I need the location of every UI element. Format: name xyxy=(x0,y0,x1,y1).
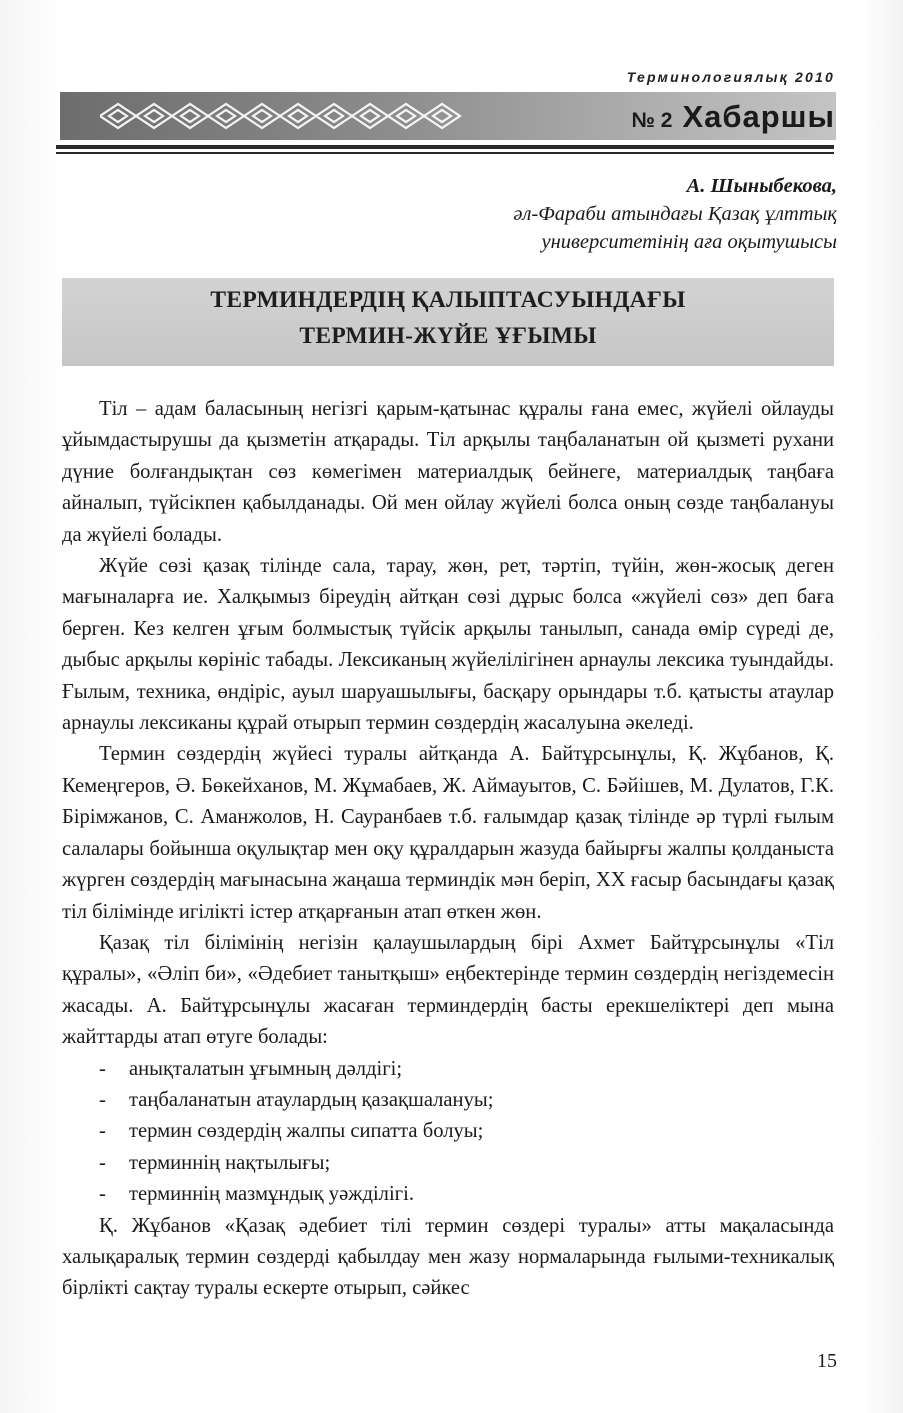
list-marker: - xyxy=(99,1120,106,1143)
journal-running-header: Терминологиялық 2010 xyxy=(626,69,835,85)
paragraph-1: Тіл – адам баласының негізгі қарым-қатынас құралы ғана емес, жүйелі ойлауды ұйымдастырушы да қызметін атқарады. Тіл арқылы таңбаланатын ой қызметі рухани дүние болғандықтан сөз көмегімен материалдық бейнеге, материалдық таңбаға айналып, түйсікпен қабылданады. Ой мен ойлау жүйелі болса оның сөзде таңбалануы да жүйелі болады. xyxy=(62,398,834,546)
article-body xyxy=(62,394,834,1305)
list-item: - терминнің нақтылығы; xyxy=(62,1148,834,1179)
list-marker: - xyxy=(99,1057,106,1080)
list-item: - термин сөздердің жалпы сипатта болуы; xyxy=(62,1116,834,1147)
list-item: - таңбаланатын атаулардың қазақшалануы; xyxy=(62,1085,834,1116)
page-number: 15 xyxy=(817,1350,837,1372)
paragraph-4: Қазақ тіл білімінің негізін қалаушылардың бірі Ахмет Байтұрсынұлы «Тіл құралы», «Әліп би», «Әдебиет танытқыш» еңбектерінде термин сөздердің негіздемесін жасады. А. Байтұрсынұлы жасаған терминдердің басты ерекшеліктері деп мына жайттарды атап өтуге болады: xyxy=(62,931,834,1049)
list-marker: - xyxy=(99,1151,106,1174)
journal-title xyxy=(632,95,836,139)
issue-number: № 2 xyxy=(631,109,673,132)
list-item: - терминнің мазмұндық уәждiлігі. xyxy=(62,1179,834,1210)
paragraph-2: Жүйе сөзі қазақ тілінде сала, тарау, жөн, рет, тәртіп, түйін, жөн-жосық деген мағыналарға ие. Халқымыз біреудің айтқан сөзі дұрыс болса «жүйелі сөз» деп баға берген. Кез келген ұғым болмыстық түйсік арқылы танылып, санада өмір сүреді де, дыбыс арқылы көрініс табады. Лексиканың жүйелілігінен арнаулы лексика туындайды. Ғылым, техника, өндіріс, ауыл шаруашылығы, басқару орындары т.б. қатысты атаулар арнаулы лексиканы құрай отырып термин сөздердің жасалуына әкеледі. xyxy=(62,555,834,735)
list-marker: - xyxy=(99,1088,106,1111)
feature-list xyxy=(62,1054,834,1211)
article-title-line2: ТЕРМИН-ЖҮЙЕ ҰҒЫМЫ xyxy=(299,323,597,349)
article-title-line1: ТЕРМИНДЕРДІҢ ҚАЛЫПТАСУЫНДАҒЫ xyxy=(210,287,686,313)
author-name: А. Шыныбекова, xyxy=(686,175,837,197)
header-rule-thin xyxy=(56,152,834,154)
list-item: - анықталатын ұғымның дәлдігі; xyxy=(62,1054,834,1085)
author-affiliation-line1: әл-Фараби атындағы Қазақ ұлттық xyxy=(513,203,837,225)
journal-name: Хабаршы xyxy=(682,99,835,134)
paragraph-5: Қ. Жұбанов «Қазақ әдебиет тілі термин сөздері туралы» атты мақаласында халықаралық термин сөздерді қабылдау мен жазу нормаларында ғылыми-техникалық бірлікті сақтау туралы ескерте отырып, сәйкес xyxy=(62,1214,834,1300)
author-block xyxy=(513,172,837,256)
paragraph-3: Термин сөздердің жүйесі туралы айтқанда А. Байтұрсынұлы, Қ. Жұбанов, Қ. Кемеңгеров, Ә. Бөкейханов, М. Жұмабаев, Ж. Аймауытов, С. Бәйішев, М. Дулатов, Г.К. Бірімжанов, С. Аманжолов, Н. Сауранбаев т.б. ғалымдар қазақ тілінде әр түрлі ғылым салалары бойынша оқулықтар мен оқу құралдарын жазуда байырғы жалпы қолданыста жүрген сөздердің мағынасына жаңаша терминдік мән беріп, ХХ ғасыр басындағы қазақ тіл білімінде игілікті істер атқарғанын атап өткен жөн. xyxy=(62,743,834,923)
ornament-icon xyxy=(100,100,470,132)
author-affiliation-line2: университетінің аға оқытушысы xyxy=(541,231,837,253)
list-marker: - xyxy=(99,1183,106,1206)
header-rule-thick xyxy=(56,145,834,149)
